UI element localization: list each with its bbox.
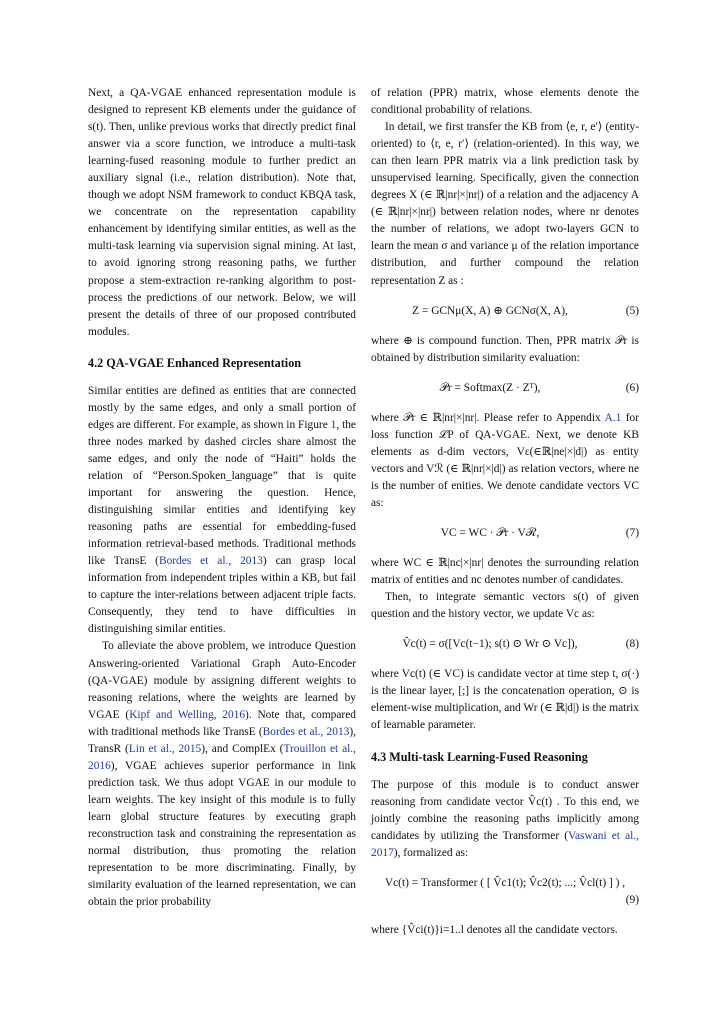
- citation-bordes-2013[interactable]: Bordes et al., 2013: [158, 555, 263, 568]
- appendix-paragraph: where 𝒫r ∈ ℝ|nr|×|nr|. Please refer to Appendix A.1 for loss function ℒP of QA-VGAE. Next, we denote KB elements as d-dim vectors, Vε(∈ℝ|ne|×|d|) as entity vectors and Vℛ (∈ ℝ|nr|×|d|) as relation vectors, where ne is the number of enities. We denote candidate vectors VC as:: [371, 411, 639, 509]
- candidate-vector-paragraph: where Vc(t) (∈ VC) is candidate vector at time step t, σ(·) is the linear layer, [;] is the concatenation operation, ⊙ is element-wise multiplication, and Wr (∈ ℝ|d|) is the matrix of learnable parameter.: [371, 668, 639, 732]
- equation-5-body: Z = GCNμ(X, A) ⊕ GCNσ(X, A),: [412, 304, 568, 317]
- relation-matrix-paragraph: where WC ∈ ℝ|nc|×|nr| denotes the surrounding relation matrix of entities and nc denotes number of candidates.: [371, 557, 639, 587]
- semantic-vectors-paragraph: Then, to integrate semantic vectors s(t) of given question and the history vector, we update Vc as:: [371, 591, 639, 621]
- citation-bordes-2013-b[interactable]: Bordes et al., 2013: [262, 725, 350, 738]
- similar-entities-paragraph: Similar entities are defined as entities that are connected mostly by the same edges, and only a small portion of edges are different. For example, as shown in Figure 1, the three nodes marked by dashed circles share almost the same edges, and only the node of “Haiti” holds the relation of “Person.Spoken_language” that is quite important for answering the question. Hence, distinguishing similar entities and identifying key reasoning paths are essential for embedding-fused information retrieval-based methods. Traditional methods like TransE (Bordes et al., 2013) can grasp local information from independent triples within a KB, but fail to capture the inter-relations between adjacent triple facts. Consequently, they tend to have difficulties in distinguishing similar entities.: [88, 384, 356, 636]
- equation-9-body: Vc(t) = Transformer ( [ V̂c1(t); V̂c2(t); ...; V̂cl(t) ] ) ,: [384, 876, 626, 889]
- qa-vgae-paragraph: To alleviate the above problem, we introduce Question Answering-oriented Variational Graph Auto-Encoder (QA-VGAE) module by assigning different weights to reasoning relations, where the weights are learned by VGAE (Kipf and Welling, 2016). Note that, compared with traditional methods like TransE (Bordes et al., 2013), TransR (Lin et al., 2015), and ComplEx (Trouillon et al., 2016), VGAE achieves superior performance in link prediction task. We thus adopt VGAE in our module to learn weights. The key insight of this module is to fully learn global structure features by executing graph reconstruction task and constraining the representation as normal distribution, thus promoting the relation representation to be more discriminating. Finally, by similarity evaluation of the learned representation, we can obtain the prior probability: [88, 640, 356, 909]
- section-heading-4-3: 4.3 Multi-task Learning-Fused Reasoning: [371, 749, 588, 764]
- compound-paragraph: where ⊕ is compound function. Then, PPR matrix 𝒫r is obtained by distribution similarity evaluation:: [371, 334, 639, 364]
- equation-8: [371, 636, 639, 653]
- appendix-a1-link[interactable]: A.1: [604, 411, 622, 424]
- figure-1-link[interactable]: 1: [330, 418, 337, 431]
- multitask-paragraph: The purpose of this module is to conduct answer reasoning from candidate vector V̂c(t) . To this end, we jointly combine the reasoning paths implicitly among candidates by utilizing the Transformer (Vaswani et al., 2017), formalized as:: [371, 778, 639, 859]
- citation-lin-2015[interactable]: Lin et al., 2015: [128, 742, 202, 755]
- equation-8-body: V̂c(t) = σ([Vc(t−1); s(t) ⊙ Wr ⊙ Vc]),: [402, 638, 578, 651]
- left-column: [88, 85, 356, 911]
- right-column: [371, 85, 639, 939]
- equation-6-number: (6): [625, 381, 639, 394]
- candidate-set-paragraph: where {V̂ci(t)}i=1..l denotes all the candidate vectors.: [371, 923, 618, 936]
- citation-trouillon-2016[interactable]: Trouillon et al., 2016: [88, 742, 356, 772]
- detail-paragraph: In detail, we first transfer the KB from ⟨e, r, e′⟩ (entity-oriented) to ⟨r, e, r′⟩ (relation-oriented). In this way, we can then learn PPR matrix via a link prediction task by unsupervised learning. Specifically, given the connection degrees X (∈ ℝ|nr|×|nr|) of a relation and the adjacency A (∈ ℝ|nr|×|nr|) between relation nodes, where nr denotes the number of relations, we adopt two-layers GCN to learn the mean σ and variance μ of the relation importance distribution, and further compound the relation representation Z as :: [371, 121, 639, 287]
- ppr-paragraph: of relation (PPR) matrix, whose elements denote the conditional probability of relations.: [371, 87, 639, 117]
- intro-paragraph: Next, a QA-VGAE enhanced representation module is designed to represent KB elements under the guidance of s(t). Then, unlike previous works that directly predict final answer via a score function, we introduce a multi-task learning-fused reasoning module to further predict an auxiliary signal (i.e., relation distribution). Note that, though we adopt NSM framework to conduct KBQA task, we concentrate on the representation capability enhancement by identifying similar entities, as well as the multi-task learning via supervision signal mining. At last, to avoid ignoring strong reasoning paths, we further propose a stem-extraction re-ranking algorithm to post-process the predictions of our network. Below, we will present the details of three of our proposed contributed modules.: [88, 87, 356, 338]
- equation-7: [371, 525, 639, 542]
- citation-kipf-welling-2016[interactable]: Kipf and Welling, 2016: [129, 708, 246, 721]
- equation-6-body: 𝒫r = Softmax(Z · Zᵀ),: [439, 381, 541, 394]
- equation-6: [371, 380, 639, 397]
- equation-9-number: (9): [625, 893, 639, 906]
- equation-9: [371, 875, 639, 909]
- equation-5: [371, 303, 639, 320]
- section-heading-4-2: 4.2 QA-VGAE Enhanced Representation: [88, 355, 302, 370]
- equation-8-number: (8): [625, 638, 639, 651]
- equation-7-number: (7): [625, 527, 639, 540]
- citation-vaswani-2017[interactable]: Vaswani et al., 2017: [371, 829, 639, 859]
- equation-7-body: VC = WC · 𝒫r · Vℛ,: [440, 527, 540, 540]
- equation-5-number: (5): [625, 304, 639, 317]
